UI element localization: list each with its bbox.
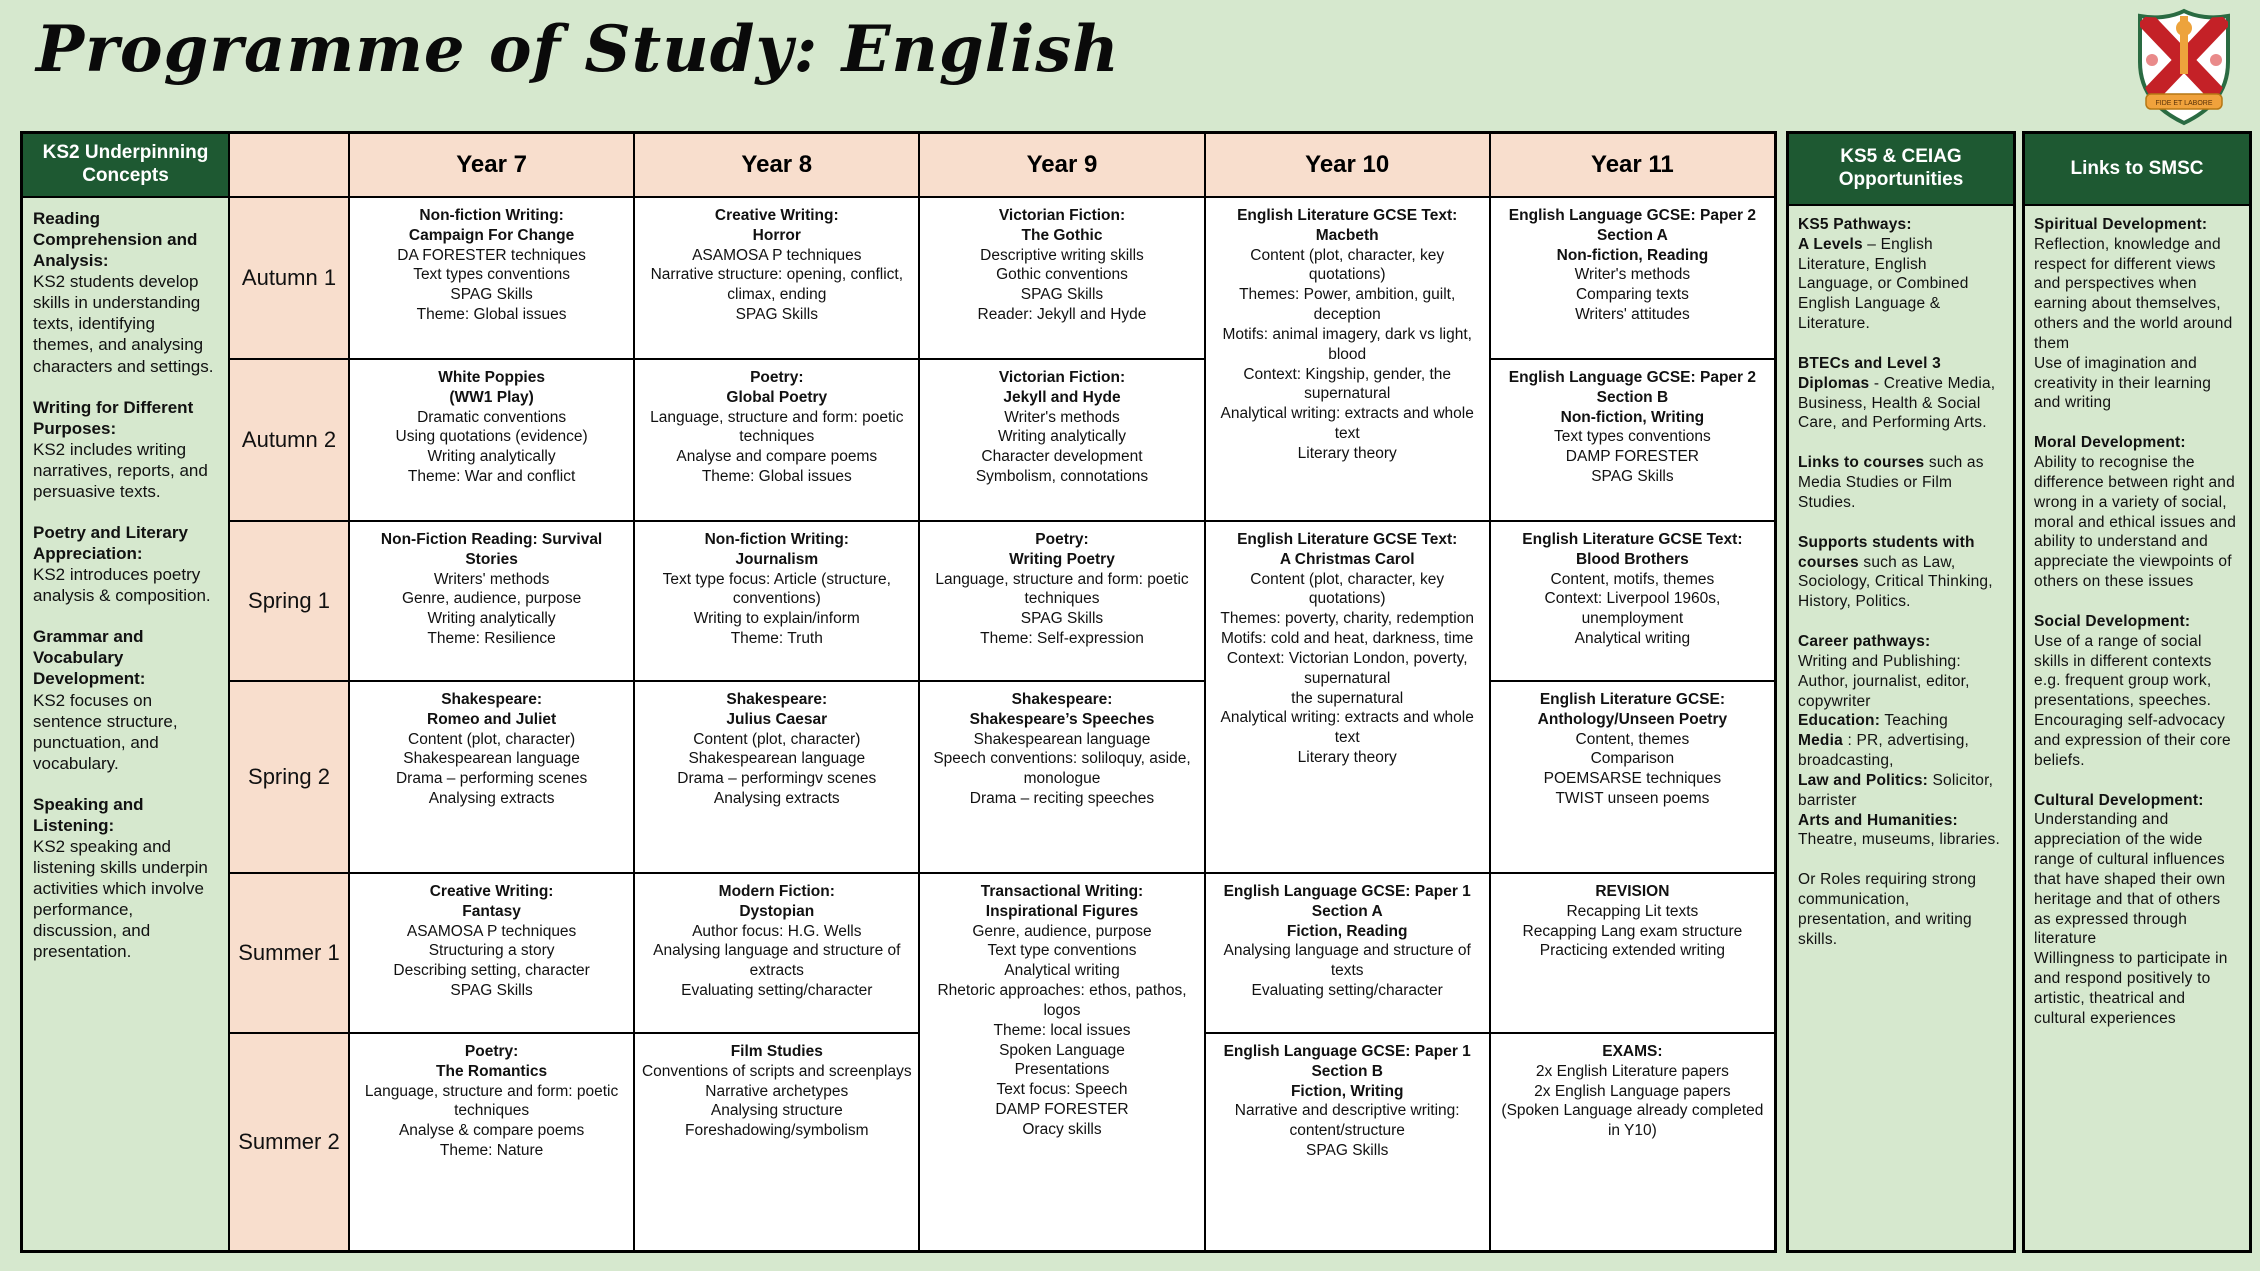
cell-line: Evaluating setting/character	[681, 982, 873, 1000]
cell-line: Theme: Nature	[439, 1142, 544, 1160]
cell-line: Analytical writing: extracts and whole text	[1220, 709, 1474, 747]
cell-title-line: Fiction, Writing	[1290, 1082, 1404, 1100]
cell-title-line: EXAMS:	[1602, 1043, 1663, 1060]
cell-line: (Spoken Language already completed in Y10)	[1501, 1102, 1764, 1140]
ks2-header: KS2 Underpinning Concepts	[23, 134, 228, 196]
cell-title-line: English Language GCSE: Paper 2 Section B	[1508, 369, 1756, 406]
paragraph: Career pathways:	[1798, 633, 1931, 651]
cell-line: Shakespearean language	[688, 750, 866, 768]
cell-line: Describing setting, character	[393, 962, 590, 980]
paragraph: KS2 focuses on sentence structure, punctuation, and vocabulary.	[33, 690, 178, 773]
smsc-panel	[2022, 131, 2252, 1253]
paragraph: Law and Politics: Solicitor, barrister	[1798, 771, 1994, 809]
cell-year-8-autumn-2	[635, 360, 918, 520]
ks2-section-3	[33, 522, 218, 606]
cell-title-line: Film Studies	[730, 1043, 823, 1060]
cell-line: Writing analytically	[427, 448, 556, 466]
cell-line: TWIST unseen poems	[1555, 790, 1710, 808]
school-crest-logo	[2132, 6, 2236, 128]
curriculum-table	[20, 131, 1777, 1253]
cell-line: Dramatic conventions	[417, 408, 567, 426]
cell-line: Text focus: Speech	[996, 1081, 1128, 1099]
paragraph: Ability to recognise the difference between right and wrong in a variety of social, moral and ethical issues and ability to understand and appreciate the viewpoints of others on these issues	[2034, 454, 2237, 591]
cell-year-11-spring-1	[1491, 522, 1774, 680]
cell-line: Drama – performingv scenes	[677, 770, 877, 788]
cell-title-line: Fiction, Reading	[1286, 922, 1408, 940]
cell-line: Structuring a story	[428, 942, 555, 960]
year-header-year-10: Year 10	[1206, 134, 1489, 196]
cell-title-line: Horror	[752, 226, 801, 244]
year-header-year-11: Year 11	[1491, 134, 1774, 196]
cell-line: ASAMOSA P techniques	[692, 246, 862, 264]
paragraph: Education: Teaching	[1798, 712, 1948, 730]
cell-year-11-autumn-2	[1491, 360, 1774, 520]
cell-line: Genre, audience, purpose	[401, 590, 582, 608]
paragraph: Or Roles requiring strong communication, presentation, and writing skills.	[1798, 871, 1977, 948]
ks2-section-4	[33, 626, 218, 774]
cell-title-line: Jekyll and Hyde	[1003, 388, 1121, 406]
cell-line: Analyse and compare poems	[676, 448, 878, 466]
cell-line: SPAG Skills	[1020, 286, 1104, 304]
cell-title-line: Blood Brothers	[1575, 550, 1689, 568]
cell-line: Language, structure and form: poetic techniques	[364, 1082, 619, 1120]
cell-line: Theme: Resilience	[427, 630, 556, 648]
ks5-section-1	[1798, 215, 2004, 334]
cell-line: Spoken Language	[999, 1041, 1125, 1059]
cell-year-11-summer-2	[1491, 1034, 1774, 1250]
cell-title-line: Inspirational Figures	[985, 902, 1139, 920]
cell-line: Genre, audience, purpose	[972, 922, 1152, 940]
cell-line: Analysing extracts	[713, 790, 840, 808]
ks5-section-3	[1798, 453, 2004, 512]
cell-title-line: Poetry:	[464, 1043, 519, 1060]
cell-line: Context: Victorian London, poverty, supernatural	[1226, 649, 1468, 687]
cell-year-9-spring-2	[920, 682, 1203, 872]
ks5-section-5	[1798, 632, 2004, 850]
paragraph: KS2 students develop skills in understanding texts, identifying themes, and analysing characters and settings.	[33, 272, 214, 376]
smsc-body	[2025, 206, 2249, 1037]
cell-title-line: Romeo and Juliet	[427, 710, 557, 728]
cell-line: Writers' methods	[433, 570, 550, 588]
cell-year-11-autumn-1	[1491, 198, 1774, 358]
cell-line: Themes: poverty, charity, redemption	[1220, 610, 1474, 628]
cell-line: Themes: Power, ambition, guilt, deception	[1239, 286, 1456, 324]
cell-year-10-spring-1	[1206, 522, 1489, 872]
cell-line: Descriptive writing skills	[980, 246, 1144, 264]
cell-title-line: Writing Poetry	[1009, 550, 1115, 568]
cell-line: Analysing language and structure of extracts	[653, 942, 901, 980]
paragraph: Use of imagination and creativity in their learning and writing	[2034, 354, 2212, 412]
cell-line: 2x English Literature papers	[1535, 1062, 1729, 1080]
paragraph: A Levels – English Literature, English Language, or Combined English Language & Literature.	[1798, 235, 1969, 333]
term-cell-autumn-1: Autumn 1	[230, 198, 348, 358]
cell-line: Writing to explain/inform	[693, 610, 860, 628]
cell-line: Text types conventions	[413, 266, 570, 284]
year-header-year-9: Year 9	[920, 134, 1203, 196]
paragraph: KS2 speaking and listening skills underpin activities which involve performance, discussion, and presentation.	[33, 837, 208, 962]
cell-line: Narrative and descriptive writing: content/structure	[1234, 1102, 1460, 1140]
paragraph: Media : PR, advertising, broadcasting,	[1798, 732, 1970, 770]
cell-year-11-spring-2	[1491, 682, 1774, 872]
cell-line: Character development	[981, 448, 1143, 466]
cell-title-line: English Language GCSE: Paper 2 Section A	[1508, 207, 1756, 244]
cell-line: Analysing structure	[710, 1102, 843, 1120]
cell-line: Author focus: H.G. Wells	[692, 922, 862, 940]
cell-title-line: Non-fiction Writing:	[704, 531, 849, 548]
cell-line: ASAMOSA P techniques	[406, 922, 577, 940]
cell-line: Context: Liverpool 1960s, unemployment	[1544, 590, 1721, 628]
cell-year-10-summer-2	[1206, 1034, 1489, 1250]
cell-line: Recapping Lang exam structure	[1522, 922, 1743, 940]
cell-year-8-autumn-1	[635, 198, 918, 358]
cell-title-line: Shakespeare:	[726, 691, 828, 708]
cell-line: Context: Kingship, gender, the supernatural	[1243, 365, 1452, 403]
cell-line: Content, motifs, themes	[1550, 570, 1715, 588]
cell-year-7-summer-2	[350, 1034, 633, 1250]
cell-year-7-autumn-1	[350, 198, 633, 358]
ks5-body	[1789, 206, 2013, 959]
paragraph: Speaking and Listening:	[33, 794, 144, 835]
cell-title-line: The Gothic	[1021, 226, 1103, 244]
paragraph: Understanding and appreciation of the wide range of cultural influences that have shaped their own heritage and that of others as expressed through literature	[2034, 811, 2226, 948]
cell-line: Speech conventions: soliloquy, aside, monologue	[933, 750, 1191, 788]
cell-title-line: Modern Fiction:	[718, 883, 835, 900]
cell-year-10-autumn-1	[1206, 198, 1489, 520]
cell-title-line: Victorian Fiction:	[998, 369, 1126, 386]
cell-line: Analytical writing	[1004, 962, 1120, 980]
cell-line: Narrative structure: opening, conflict, climax, ending	[650, 266, 903, 304]
cell-year-8-summer-2	[635, 1034, 918, 1250]
cell-title-line: English Language GCSE: Paper 1 Section A	[1223, 883, 1471, 920]
cell-title-line: Dystopian	[739, 902, 815, 920]
cell-line: Motifs: animal imagery, dark vs light, blood	[1222, 325, 1472, 363]
paragraph: Moral Development:	[2034, 434, 2186, 452]
cell-line: Analysing extracts	[428, 790, 555, 808]
cell-line: Rhetoric approaches: ethos, pathos, logos	[937, 982, 1187, 1019]
cell-title-line: Non-Fiction Reading: Survival Stories	[380, 531, 603, 568]
cell-line: Theme: Global issues	[701, 468, 852, 486]
ks5-header: KS5 & CEIAG Opportunities	[1789, 134, 2013, 206]
cell-line: Presentations	[1014, 1061, 1110, 1079]
cell-title-line: Julius Caesar	[726, 710, 828, 728]
cell-year-11-summer-1	[1491, 874, 1774, 1032]
cell-line: Narrative archetypes	[705, 1082, 849, 1100]
cell-line: SPAG Skills	[450, 982, 533, 1000]
cell-line: Using quotations (evidence)	[395, 428, 588, 446]
ks5-section-4	[1798, 533, 2004, 612]
cell-line: Theme: Truth	[730, 630, 823, 648]
cell-year-9-autumn-2	[920, 360, 1203, 520]
cell-line: Analyse & compare poems	[398, 1122, 585, 1140]
cell-line: Analytical writing	[1574, 630, 1691, 648]
cell-line: Writers' attitudes	[1575, 306, 1690, 324]
paragraph: Reading Comprehension and Analysis:	[33, 209, 198, 271]
cell-line: Evaluating setting/character	[1251, 982, 1443, 1000]
cell-title-line: English Literature GCSE Text:	[1237, 207, 1458, 224]
cell-line: Theme: local issues	[993, 1021, 1131, 1039]
cell-title-line: Shakespeare:	[1011, 691, 1113, 708]
crest-motto: FIDE ET LABORE	[2155, 100, 2213, 107]
year-header-year-8: Year 8	[635, 134, 918, 196]
smsc-header: Links to SMSC	[2025, 134, 2249, 206]
paragraph: Supports students with courses such as Law, Sociology, Critical Thinking, History, Politics.	[1798, 533, 1993, 611]
cell-title-line: White Poppies	[438, 369, 545, 386]
smsc-section-2	[2034, 433, 2240, 592]
cell-title-line: Shakespeare:	[441, 691, 542, 708]
cell-line: Foreshadowing/symbolism	[685, 1122, 869, 1140]
cell-title-line: The Romantics	[436, 1062, 548, 1080]
crest-rosette-left	[2146, 54, 2158, 66]
paragraph: KS5 Pathways:	[1798, 216, 1912, 233]
cell-line: Writer's methods	[1004, 408, 1120, 426]
cell-line: Content (plot, character, key quotations)	[1250, 570, 1445, 608]
paragraph: Use of a range of social skills in different contexts e.g. frequent group work, presentations, speeches. Encouraging self-advocacy and expression of their core beliefs.	[2034, 632, 2231, 769]
cell-title-line: Non-fiction, Writing	[1560, 408, 1705, 426]
cell-line: Drama – reciting speeches	[969, 790, 1155, 808]
paragraph: KS2 includes writing narratives, reports, and persuasive texts.	[33, 439, 208, 501]
cell-title-line: Non-fiction Writing:	[419, 207, 564, 224]
cell-line: Symbolism, connotations	[975, 468, 1149, 486]
year-header-year-7: Year 7	[350, 134, 633, 196]
cell-title-line: Transactional Writing:	[980, 883, 1144, 900]
cell-line: DA FORESTER techniques	[397, 246, 586, 264]
paragraph: Cultural Development:	[2034, 791, 2204, 809]
cell-year-7-spring-1	[350, 522, 633, 680]
cell-line: Content (plot, character, key quotations)	[1250, 246, 1445, 284]
paragraph: Willingness to participate in and respond positively to artistic, theatrical and cultural experiences	[2034, 950, 2228, 1027]
cell-line: Text types conventions	[1553, 428, 1711, 446]
cell-line: Theme: Global issues	[416, 306, 567, 324]
cell-line: Content (plot, character)	[693, 730, 861, 748]
cell-line: Literary theory	[1297, 749, 1397, 767]
cell-line: Oracy skills	[1022, 1120, 1102, 1138]
cell-title-line: Creative Writing:	[429, 883, 554, 900]
cell-title-line: English Language GCSE: Paper 1 Section B	[1223, 1043, 1471, 1080]
cell-line: POEMSARSE techniques	[1543, 770, 1722, 788]
cell-line: Writing analytically	[997, 428, 1127, 446]
paragraph: Links to courses such as Media Studies or Film Studies.	[1798, 454, 1984, 511]
ks2-concepts-cell	[23, 198, 228, 1250]
cell-title-line: Campaign For Change	[408, 226, 575, 244]
smsc-section-3	[2034, 612, 2240, 771]
cell-line: Comparing texts	[1575, 286, 1689, 304]
term-cell-spring-2: Spring 2	[230, 682, 348, 872]
cell-title-line: English Literature GCSE:	[1539, 691, 1725, 708]
cell-title-line: Victorian Fiction:	[998, 207, 1126, 224]
paragraph: BTECs and Level 3 Diplomas - Creative Media, Business, Health & Social Care, and Performing Arts.	[1798, 354, 1996, 432]
cell-line: Theme: Self-expression	[980, 630, 1144, 648]
cell-title-line: Poetry:	[750, 369, 804, 386]
cell-line: SPAG Skills	[735, 306, 818, 324]
cell-year-8-spring-2	[635, 682, 918, 872]
cell-line: DAMP FORESTER	[995, 1101, 1129, 1119]
cell-title-line: (WW1 Play)	[449, 388, 534, 406]
paragraph: Social Development:	[2034, 612, 2191, 630]
cell-title-line: A Christmas Carol	[1279, 550, 1415, 568]
paragraph: Writing for Different Purposes:	[33, 397, 194, 438]
cell-line: Shakespearean language	[403, 750, 580, 768]
cell-line: Text type conventions	[987, 942, 1137, 960]
cell-year-7-autumn-2	[350, 360, 633, 520]
paragraph: Spiritual Development:	[2034, 216, 2208, 233]
ks2-section-1	[33, 208, 218, 377]
cell-line: Recapping Lit texts	[1566, 902, 1699, 920]
cell-title-line: Anthology/Unseen Poetry	[1537, 710, 1728, 728]
cell-year-8-spring-1	[635, 522, 918, 680]
cell-title-line: Fantasy	[462, 902, 521, 920]
term-cell-spring-1: Spring 1	[230, 522, 348, 680]
ks5-section-6	[1798, 870, 2004, 949]
cell-line: Analytical writing: extracts and whole text	[1220, 405, 1474, 443]
term-cell-summer-1: Summer 1	[230, 874, 348, 1032]
cell-title-line: Macbeth	[1315, 226, 1379, 244]
cell-line: Motifs: cold and heat, darkness, time	[1220, 630, 1474, 648]
cell-line: Language, structure and form: poetic techniques	[935, 570, 1189, 608]
crest-staff-head	[2176, 20, 2192, 36]
cell-title-line: English Literature GCSE Text:	[1237, 531, 1458, 548]
cell-line: Conventions of scripts and screenplays	[641, 1062, 912, 1080]
paragraph: Poetry and Literary Appreciation:	[33, 523, 188, 564]
cell-line: Analysing language and structure of texts	[1223, 942, 1471, 980]
cell-line: DAMP FORESTER	[1565, 448, 1699, 466]
cell-line: Gothic conventions	[996, 266, 1128, 284]
paragraph: Reflection, knowledge and respect for different views and perspectives when earning about themselves, others and the world around them	[2034, 235, 2233, 352]
cell-title-line: REVISION	[1595, 883, 1670, 900]
cell-line: Practicing extended writing	[1539, 942, 1726, 960]
cell-line: Theme: War and conflict	[407, 468, 576, 486]
ks5-ceiag-panel	[1786, 131, 2016, 1253]
ks2-section-5	[33, 794, 218, 963]
cell-title-line: Creative Writing:	[714, 207, 839, 224]
cell-year-7-summer-1	[350, 874, 633, 1032]
cell-line: Comparison	[1590, 750, 1675, 768]
paragraph: Arts and Humanities: Theatre, museums, libraries.	[1798, 811, 2000, 849]
cell-line: Writer's methods	[1574, 266, 1691, 284]
paragraph: Writing and Publishing: Author, journalist, editor, copywriter	[1798, 652, 1970, 710]
ks2-section-2	[33, 397, 218, 502]
cell-title-line: Shakespeare’s Speeches	[969, 710, 1155, 728]
crest-rosette-right	[2210, 54, 2222, 66]
cell-line: SPAG Skills	[450, 286, 533, 304]
cell-line: Content, themes	[1575, 730, 1690, 748]
cell-line: SPAG Skills	[1591, 468, 1674, 486]
paragraph: KS2 introduces poetry analysis & composition.	[33, 565, 211, 606]
cell-title-line: Journalism	[735, 550, 819, 568]
cell-line: Drama – performing scenes	[395, 770, 588, 788]
cell-year-7-spring-2	[350, 682, 633, 872]
cell-line: Reader: Jekyll and Hyde	[977, 306, 1147, 324]
cell-line: the supernatural	[1291, 689, 1404, 707]
term-cell-summer-2: Summer 2	[230, 1034, 348, 1250]
smsc-section-1	[2034, 215, 2240, 413]
cell-line: Literary theory	[1297, 444, 1397, 462]
cell-year-9-autumn-1	[920, 198, 1203, 358]
cell-title-line: Non-fiction, Reading	[1556, 246, 1709, 264]
cell-title-line: Poetry:	[1035, 531, 1089, 548]
cell-year-9-spring-1	[920, 522, 1203, 680]
cell-line: SPAG Skills	[1020, 610, 1104, 628]
cell-title-line: English Literature GCSE Text:	[1522, 531, 1743, 548]
cell-year-8-summer-1	[635, 874, 918, 1032]
smsc-section-4	[2034, 791, 2240, 1029]
term-cell-autumn-2: Autumn 2	[230, 360, 348, 520]
cell-line: SPAG Skills	[1305, 1142, 1389, 1160]
term-header-empty	[230, 134, 348, 196]
cell-year-10-summer-1	[1206, 874, 1489, 1032]
paragraph: Grammar and Vocabulary Development:	[33, 627, 146, 689]
cell-title-line: Global Poetry	[726, 388, 828, 406]
ks5-section-2	[1798, 354, 2004, 433]
cell-line: Shakespearean language	[973, 730, 1151, 748]
cell-line: Text type focus: Article (structure, conventions)	[662, 570, 891, 608]
cell-line: Content (plot, character)	[408, 730, 576, 748]
page-title: Programme of Study: English	[36, 12, 1120, 87]
cell-line: 2x English Language papers	[1534, 1082, 1731, 1100]
cell-line: Writing analytically	[427, 610, 556, 628]
cell-line: Language, structure and form: poetic techniques	[650, 408, 904, 446]
cell-year-9-summer-1	[920, 874, 1203, 1250]
